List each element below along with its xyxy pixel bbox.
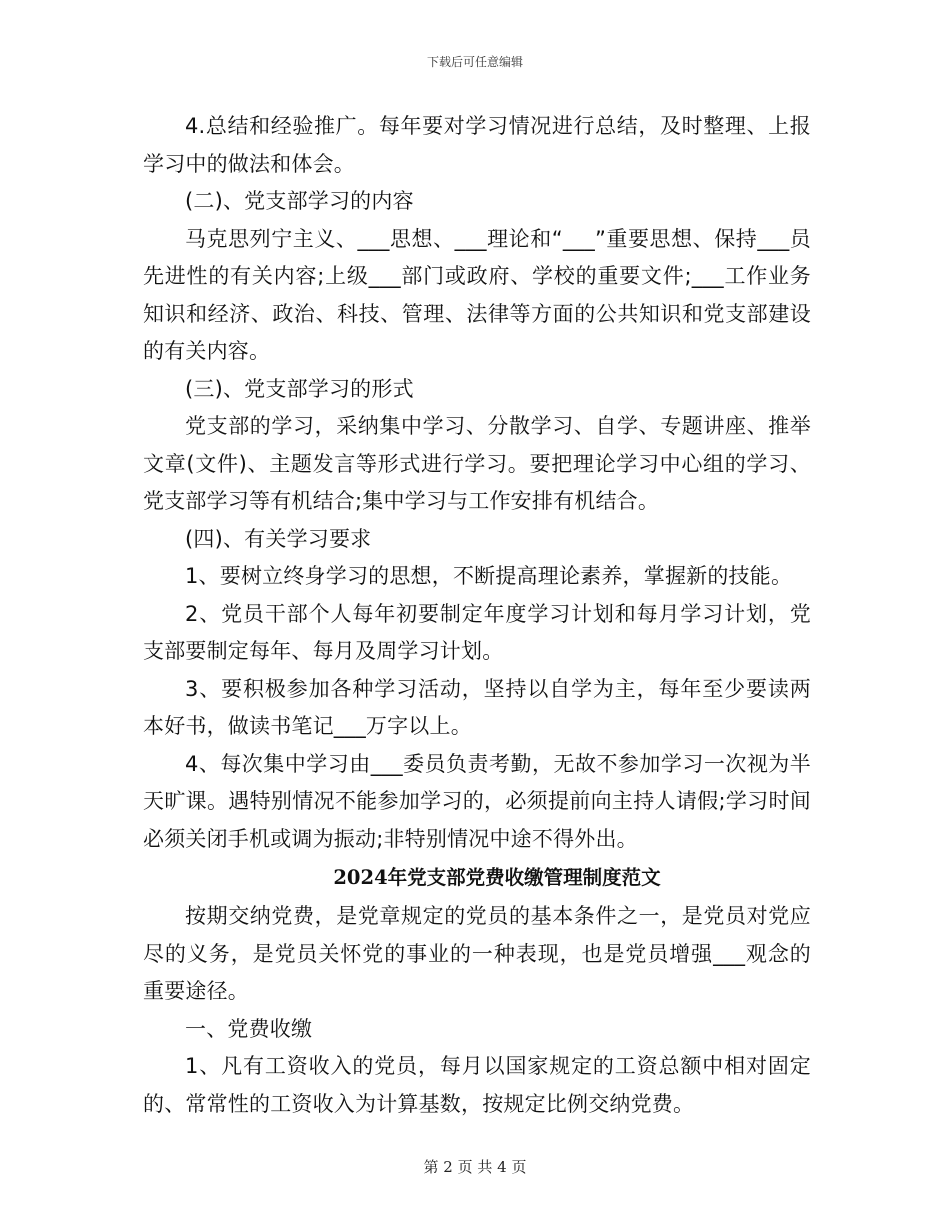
document-body bbox=[143, 108, 811, 1123]
paragraph: 3、要积极参加各种学习活动，坚持以自学为主，每年至少要读两本好书，做读书笔记___万字以上。 bbox=[143, 676, 811, 738]
paragraph: 1、凡有工资收入的党员，每月以国家规定的工资总额中相对固定的、常常性的工资收入为计算基数，按规定比例交纳党费。 bbox=[143, 1054, 811, 1116]
section-heading: (三)、党支部学习的形式 bbox=[185, 376, 414, 401]
page-header: 下载后可任意编辑 bbox=[426, 55, 523, 69]
paragraph: 党支部的学习，采纳集中学习、分散学习、自学、专题讲座、推举文章(文件)、主题发言等形式进行学习。要把理论学习中心组的学习、党支部学习等有机结合;集中学习与工作安排有机结合。 bbox=[143, 414, 811, 513]
paragraph: 马克思列宁主义、___思想、___理论和“___”重要思想、保持___员先进性的有关内容;上级___部门或政府、学校的重要文件;___工作业务知识和经济、政治、科技、管理、法律等方面的公共知识和党支部建设的有关内容。 bbox=[143, 226, 811, 363]
section-heading: 一、党费收缴 bbox=[185, 1016, 313, 1041]
document-title: 2024年党支部党费收缴管理制度范文 bbox=[333, 866, 661, 889]
paragraph: 按期交纳党费，是党章规定的党员的基本条件之一，是党员对党应尽的义务，是党员关怀党的事业的一种表现，也是党员增强___观念的重要途径。 bbox=[143, 904, 811, 1003]
paragraph: 4.总结和经验推广。每年要对学习情况进行总结，及时整理、上报学习中的做法和体会。 bbox=[143, 114, 811, 176]
section-heading: (二)、党支部学习的内容 bbox=[185, 189, 414, 213]
page-footer: 第 2 页 共 4 页 bbox=[423, 1158, 527, 1176]
paragraph: 2、党员干部个人每年初要制定年度学习计划和每月学习计划，党支部要制定每年、每月及周学习计划。 bbox=[143, 601, 811, 663]
section-heading: (四)、有关学习要求 bbox=[185, 526, 372, 551]
paragraph: 1、要树立终身学习的思想，不断提高理论素养，掌握新的技能。 bbox=[185, 564, 793, 588]
paragraph: 4、每次集中学习由___委员负责考勤，无故不参加学习一次视为半天旷课。遇特别情况不能参加学习的，必须提前向主持人请假;学习时间必须关闭手机或调为振动;非特别情况中途不得外出。 bbox=[143, 751, 811, 851]
